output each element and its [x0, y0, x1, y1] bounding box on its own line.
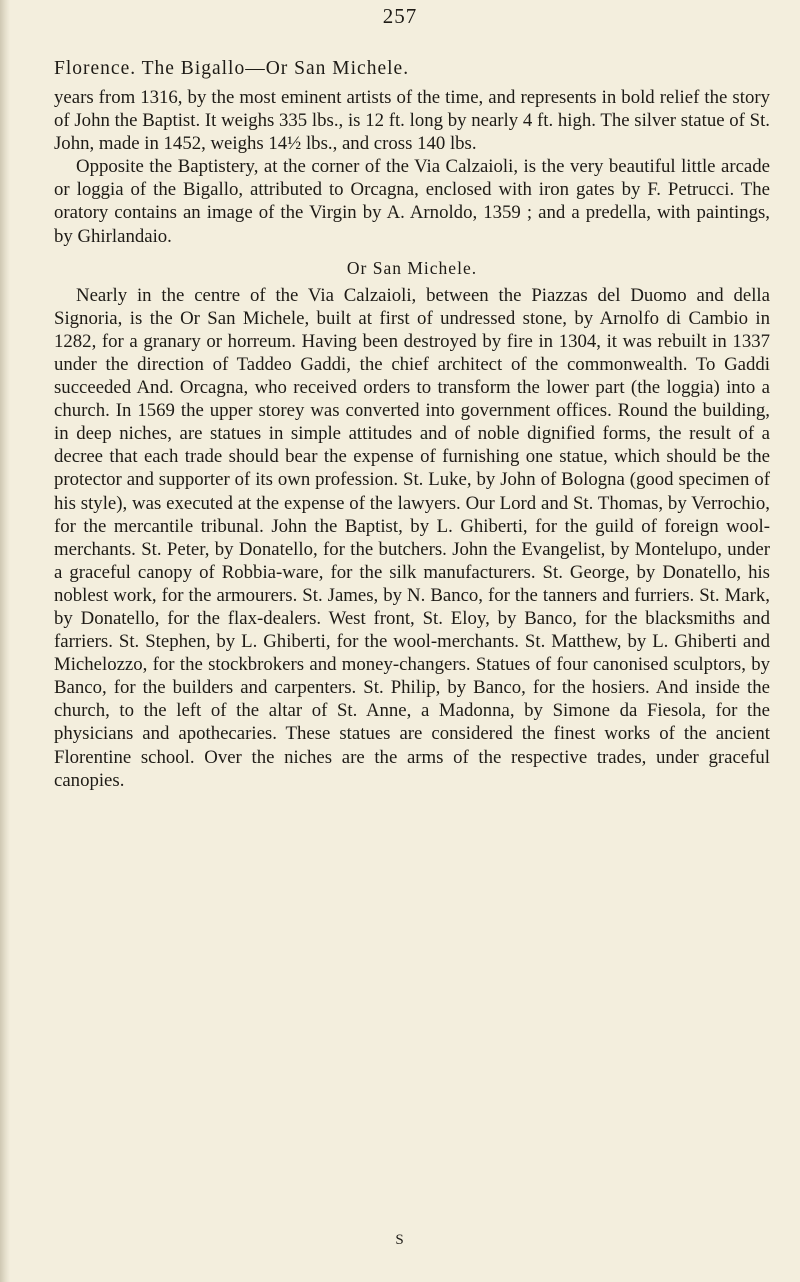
running-head: Florence. The Bigallo—Or San Michele. [54, 58, 410, 79]
page-body [54, 58, 770, 792]
paragraph-or-san-michele: Nearly in the centre of the Via Calzaioli, between the Piazzas del Duomo and della Signoria, is the Or San Michele, built at first of undressed stone, by Arnolfo di Cambio in 1282, for a granary or horreum. Having been destroyed by fire in 1304, it was rebuilt in 1337 under the direction of Taddeo Gaddi, the chief architect of the commonwealth. To Gaddi succeeded And. Orcagna, who received orders to transform the lower part (the loggia) into a church. In 1569 the upper storey was converted into government offices. Round the building, in deep niches, are statues in simple attitudes and of noble dignified forms, the result of a decree that each trade should bear the expense of furnishing one statue, which should be the protector and supporter of its own profession. St. Luke, by John of Bologna (good specimen of his style), was executed at the expense of the lawyers. Our Lord and St. Thomas, by Verrochio, for the mercantile tribunal. John the Baptist, by L. Ghiberti, for the guild of foreign wool-merchants. St. Peter, by Donatello, for the butchers. John the Evangelist, by Montelupo, under a graceful canopy of Robbia-ware, for the silk manufacturers. St. George, by Donatello, his noblest work, for the armourers. St. James, by N. Banco, for the tanners and furriers. St. Mark, by Donatello, for the flax-dealers. West front, St. Eloy, by Banco, for the blacksmiths and farriers. St. Stephen, by L. Ghiberti, for the wool-merchants. St. Matthew, by L. Ghiberti and Michelozzo, for the stockbrokers and money-changers. Statues of four canonised sculptors, by Banco, for the builders and carpenters. St. Philip, by Banco, for the hosiers. And inside the church, to the left of the altar of St. Anne, a Madonna, by Simone da Fiesola, for the physicians and apothecaries. These statues are considered the finest works of the ancient Florentine school. Over the niches are the arms of the respective trades, under graceful canopies. [54, 284, 770, 791]
printer-signature-mark: S [395, 1232, 405, 1248]
page-number: 257 [382, 4, 418, 28]
page-binding-edge [0, 0, 10, 1282]
paragraph-bigallo: Opposite the Baptistery, at the corner of the Via Calzaioli, is the very beautiful little arcade or loggia of the Bigallo, attributed to Orcagna, enclosed with iron gates by F. Petrucci. The oratory contains an image of the Virgin by A. Arnoldo, 1359 ; and a predella, with paintings, by Ghirlandaio. [54, 156, 770, 247]
section-heading-or-san-michele: Or San Michele. [346, 257, 478, 278]
paragraph-baptistery-door: years from 1316, by the most eminent artists of the time, and represents in bold relief the story of John the Baptist. It weighs 335 lbs., is 12 ft. long by nearly 4 ft. high. The silver statue of St. John, made in 1452, weighs 14½ lbs., and cross 140 lbs. [54, 87, 770, 155]
